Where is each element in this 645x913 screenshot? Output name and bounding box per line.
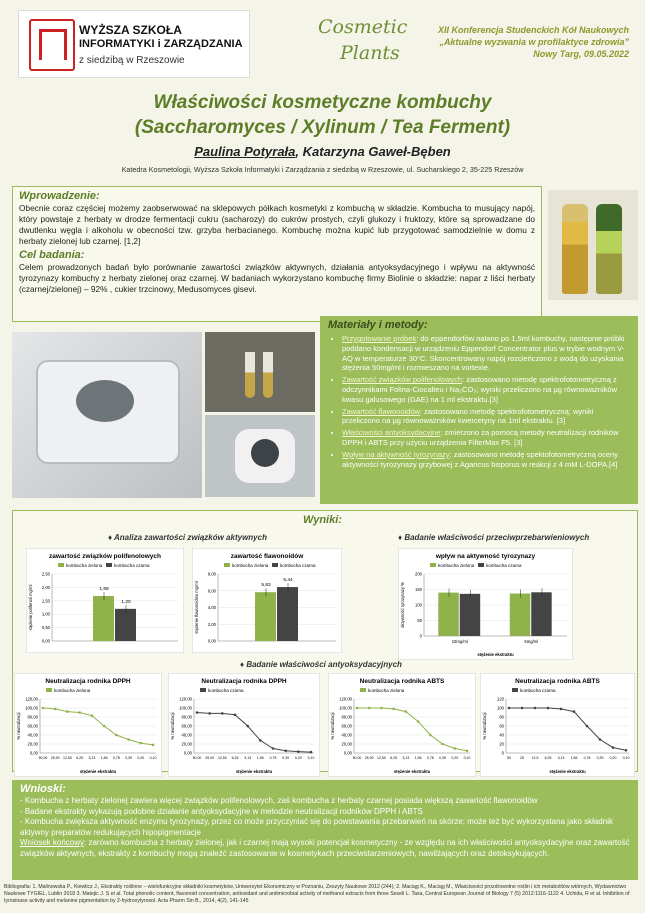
author-2: , Katarzyna Gaweł-Bęben bbox=[295, 144, 451, 159]
x-tick-label: 50,00 bbox=[352, 756, 362, 760]
conclusion-3: - Kombucha zwiększa aktywność enzymu tyrozynazy, przez co może przyczyniać się do powstawania przebarwień na skórze; może też być wykorzystana jako składnik aktywny preparatów redukujących hipopigmentacje bbox=[20, 817, 613, 837]
x-axis-label: stężenie ekstraktu bbox=[477, 652, 514, 657]
data-label: 6,44 bbox=[283, 578, 293, 584]
y-tick-label: 20 bbox=[499, 741, 504, 747]
conf-line3: Nowy Targ, 09.05.2022 bbox=[533, 49, 629, 59]
conf-line1: XII Konferencja Studenckich Kół Naukowych bbox=[437, 25, 629, 35]
data-point bbox=[196, 711, 199, 714]
x-tick-label: 3,13 bbox=[244, 756, 252, 760]
aim-heading: Cel badania: bbox=[19, 249, 85, 261]
sub1-text: Analiza zawartości związków aktywnych bbox=[114, 533, 267, 542]
x-tick-label: 1,56 bbox=[256, 756, 264, 760]
bar bbox=[255, 592, 276, 641]
method-item bbox=[342, 450, 630, 470]
y-tick-label: 120 bbox=[497, 696, 504, 702]
chart-dpph-black bbox=[168, 673, 320, 777]
conclusions-heading: Wnioski: bbox=[20, 783, 66, 795]
data-point bbox=[547, 707, 550, 710]
x-tick-label: 1,56 bbox=[570, 756, 578, 760]
sub-heading-active: ♦ Analiza zawartości związków aktywnych bbox=[108, 533, 267, 542]
x-tick-label: 0,10 bbox=[463, 756, 471, 760]
title-line2: (Saccharomyces / Xylinum / Tea Ferment) bbox=[134, 117, 511, 138]
intro-text: Obecnie coraz częściej możemy zaobserwować na sklepowych półkach kosmetyki z kombuchą w składzie. Kombucha to musujący napój, który powstaje z herbaty w drodze fermentacji cukru (sacharozy) do cukrów prostych, czyli glukozy i fruktozy, które są sprowadzane do dwutlenku węgla i alkoholu w obecności tzw. grzyba herbacianego. Kombuchę można kupić lub przygotować samodzielnie w domu z herbaty zielonej lub czarnej. [1,2] bbox=[19, 203, 535, 246]
sub-heading-tyrosinase: ♦ Badanie właściwości przeciwprzebarwieniowych bbox=[398, 533, 590, 542]
method-item bbox=[342, 407, 630, 427]
y-tick-label: 2,50 bbox=[41, 571, 50, 577]
data-point bbox=[208, 712, 211, 715]
legend-label: kombucha czarna bbox=[520, 688, 556, 693]
x-tick-label: 1,56 bbox=[100, 756, 108, 760]
x-tick-label: 0,20 bbox=[451, 756, 459, 760]
data-point bbox=[284, 749, 287, 752]
university-logo bbox=[18, 10, 250, 78]
x-tick-label: 25,00 bbox=[205, 756, 215, 760]
bar bbox=[93, 596, 114, 641]
x-axis-label: stężenie ekstraktu bbox=[393, 769, 431, 774]
y-tick-label: 1,50 bbox=[41, 598, 50, 604]
y-tick-label: 60 bbox=[499, 723, 504, 729]
x-tick-label: 0,10 bbox=[622, 756, 630, 760]
x-tick-label: 0,78 bbox=[583, 756, 591, 760]
cosmetic-plants-logo bbox=[318, 12, 408, 72]
y-tick-label: 60,00 bbox=[181, 723, 192, 729]
x-axis-label: stężenie ekstraktu bbox=[549, 769, 586, 774]
x-tick-label: 0,20 bbox=[294, 756, 302, 760]
x-axis-label: stężenie ekstraktu bbox=[79, 769, 117, 774]
chart-dpph-green bbox=[14, 673, 162, 777]
legend-swatch bbox=[46, 688, 52, 692]
y-tick-label: 100 bbox=[497, 705, 504, 711]
x-tick-label: 25 bbox=[520, 756, 524, 760]
chart-title: zawartość związków polifenolowych bbox=[49, 553, 161, 560]
affiliation: Katedra Kosmetologii, Wyższa Szkoła Informatyki i Zarządzania z siedzibą w Rzeszowie, ul. Sucharskiego 2, 35-225 Rzeszów bbox=[121, 165, 524, 174]
y-tick-label: 100,00 bbox=[179, 705, 192, 711]
y-tick-label: 80,00 bbox=[341, 714, 352, 720]
y-tick-label: 0,50 bbox=[41, 625, 50, 631]
y-tick-label: 80,00 bbox=[181, 714, 192, 720]
tube-icon bbox=[245, 352, 255, 398]
legend-swatch bbox=[224, 563, 230, 567]
y-tick-label: 4,00 bbox=[207, 605, 216, 610]
x-tick-label: 0,39 bbox=[125, 756, 132, 760]
x-tick-label: 0,78 bbox=[426, 756, 434, 760]
data-point bbox=[139, 742, 142, 745]
y-tick-label: 40 bbox=[499, 732, 504, 738]
chart-title: Neutralizacja rodnika ABTS bbox=[359, 678, 445, 685]
x-tick-label: 0,20 bbox=[137, 756, 145, 760]
y-axis-label: % neutralizacji bbox=[482, 712, 487, 740]
methods-heading: Materiały i metody: bbox=[328, 319, 428, 331]
bottle-icon bbox=[562, 204, 588, 294]
data-point bbox=[310, 751, 313, 754]
y-tick-label: 2,00 bbox=[41, 584, 50, 590]
bar bbox=[531, 592, 551, 636]
y-tick-label: 50 bbox=[417, 618, 422, 623]
x-tick-label: 0,10 bbox=[149, 756, 157, 760]
x-tick-label: 0,78 bbox=[112, 756, 120, 760]
data-point bbox=[297, 750, 300, 753]
conclusion-final bbox=[20, 838, 630, 859]
data-point bbox=[127, 738, 130, 741]
results-heading: Wyniki: bbox=[303, 514, 342, 526]
chart-title: Neutralizacja rodnika DPPH bbox=[45, 678, 131, 685]
data-point bbox=[599, 738, 602, 741]
method-text: : zmierzono za pomocą metody neutralizacji rodników DPPH i ABTS przy użyciu urządzenia FilterMax F5. [3] bbox=[342, 428, 619, 447]
conf-line2: „Aktualne wyzwania w profilaktyce zdrowia” bbox=[439, 37, 629, 47]
data-point bbox=[221, 712, 224, 715]
legend-label: kombucha zielona bbox=[438, 563, 475, 568]
y-axis-label: aktywność tyrozynazy % bbox=[400, 582, 405, 628]
method-label: Zawartość związków polifenolowych bbox=[342, 375, 463, 385]
x-tick-label: 0,39 bbox=[439, 756, 446, 760]
y-tick-label: 8,00 bbox=[207, 571, 216, 577]
method-text: : zastosowano metodę spektrofotometryczną; wyniki przeliczono na μg równoważników kwercetyny na 1ml ekstraktu. [3] bbox=[342, 406, 594, 426]
data-point bbox=[441, 743, 444, 746]
data-point bbox=[103, 725, 106, 728]
y-tick-label: 40,00 bbox=[181, 732, 192, 738]
bibliography: Bibliografia: 1. Malinowska P., Kiewlicz J., Ekstrakty roślinne – wielofunkcyjne składniki kosmetyków, Uniwersytet Ekonomiczny w Poznaniu, Zeszyty Naukowe 2012 (244); 2. Maciąg K., Maciąg M., Właściwości prozdrowotne roślin i ich metabolitów wtórnych, Wydawnictwo Naukowe TYGIEL, Lublin 2018 3. Matejic J. S et al. Total phenolic content, flavonoid concentration, antioxidant and antimicrobial activity of methanol extracts from three Seseli L. Taxa, Central European Journal of Biology 7 (5) 2012:1116-1122 4. Uchida, R et al. Inhibition of tyrosinase activity and melanine pigmentation by 2-hydroxytyrosol. Acta Pharm Sin B., 2014, 4(2), 141-145 bbox=[4, 884, 630, 904]
x-tick-label: 3,13 bbox=[88, 756, 96, 760]
x-tick-label: 12,50 bbox=[377, 756, 386, 760]
x-tick-label: 6,25 bbox=[544, 756, 552, 760]
x-tick-label: 50 bbox=[507, 756, 511, 760]
aim-text: Celem prowadzonych badań było porównanie zawartości związków aktywnych, działania antyoksydacyjnego i wpływu na aktywność tyrozynazy kombuchy z herbaty zielonej oraz czarnej. W badaniach wykorzystano kombuchę firmy Biolinie o składzie: napar z liści herbaty (czarnej/zielonej) – 92% , cukier trzcinowy, Medusomyces gisevi. bbox=[19, 262, 535, 294]
x-tick-label: 25,00 bbox=[50, 756, 60, 760]
legend-swatch bbox=[272, 563, 278, 567]
x-tick-label: 0,39 bbox=[596, 756, 604, 760]
poster-title bbox=[0, 90, 645, 140]
intro-section bbox=[12, 186, 542, 322]
y-tick-label: 0,00 bbox=[343, 750, 352, 756]
y-axis-label: % neutralizacji bbox=[170, 712, 175, 740]
y-tick-label: 0 bbox=[419, 633, 422, 639]
x-tick-label: 25,00 bbox=[364, 756, 374, 760]
data-point bbox=[508, 707, 511, 710]
tubes-photo bbox=[205, 332, 315, 412]
sub3-text: Badanie właściwości antyoksydacyjnych bbox=[246, 660, 402, 669]
data-point bbox=[356, 707, 359, 710]
data-point bbox=[91, 714, 94, 717]
legend-label: kombucha zielona bbox=[232, 563, 269, 568]
method-item bbox=[342, 428, 630, 448]
bottle-icon bbox=[596, 204, 622, 294]
y-tick-label: 100,00 bbox=[25, 705, 38, 711]
data-point bbox=[380, 707, 383, 710]
legend-swatch bbox=[360, 688, 366, 692]
y-tick-label: 0 bbox=[501, 750, 504, 756]
chart-polyphenols bbox=[26, 548, 184, 653]
concentrator-device-icon bbox=[36, 360, 180, 464]
final-text: : zarówno kombucha z herbaty zielonej, jak i czarnej mają wysoki potencjał kosmetyczny - ze względu na ich właściwości antyoksydacyjne oraz zawartość związków aktywnych, ekstrakty z kombuchy mogą znaleźć zastosowanie w kosmetykach przeciwstarzeniowych, nawilżających oraz detoksykujących. bbox=[20, 838, 630, 858]
logo-word-2: Plants bbox=[340, 42, 400, 64]
data-point bbox=[392, 708, 395, 711]
final-label: Wniosek końcowy bbox=[20, 838, 85, 847]
method-item bbox=[342, 334, 630, 373]
bar bbox=[460, 594, 480, 636]
y-tick-label: 150 bbox=[415, 587, 422, 592]
x-tick-label: 0,78 bbox=[269, 756, 277, 760]
legend-label: kombucha zielona bbox=[368, 688, 405, 693]
legend-label: kombucha czarna bbox=[486, 563, 522, 568]
x-tick-label: 6,25 bbox=[76, 756, 84, 760]
data-point bbox=[453, 747, 456, 750]
data-point bbox=[417, 720, 420, 723]
bar bbox=[510, 594, 530, 636]
uni-name-line3: z siedzibą w Rzeszowie bbox=[79, 55, 185, 66]
y-tick-label: 0,00 bbox=[41, 638, 50, 644]
data-point bbox=[259, 739, 262, 742]
chart-flavonoids bbox=[192, 548, 342, 653]
y-tick-label: 20,00 bbox=[341, 741, 352, 747]
y-axis-label: % neutralizacji bbox=[16, 712, 21, 740]
legend-label: kombucha czarna bbox=[280, 563, 316, 568]
data-label: 1,68 bbox=[99, 586, 109, 592]
y-tick-label: 20,00 bbox=[181, 741, 192, 747]
x-tick-label: 3,13 bbox=[402, 756, 410, 760]
data-point bbox=[405, 710, 408, 713]
data-label: 1,20 bbox=[121, 599, 131, 605]
chart-title: zawartość flawonoidów bbox=[230, 553, 304, 560]
legend-swatch bbox=[478, 563, 484, 567]
y-tick-label: 20,00 bbox=[27, 741, 38, 747]
method-text: : do eppendorfów nalano po 1,5ml kombuchy, następnie próbki poddano kondensacji w urządzeniu Eppendorf Concentrator plus w trybie wodnym V-AQ w temperaturze 30°C. Skoncentrowany napój rozcieńczono z wodą do uzyskania stężenia 50mg/ml i rozmieszano na vortexie. bbox=[342, 334, 625, 373]
y-tick-label: 40,00 bbox=[341, 732, 352, 738]
y-tick-label: 6,00 bbox=[207, 588, 216, 594]
legend-swatch bbox=[512, 688, 518, 692]
data-point bbox=[429, 734, 432, 737]
data-point bbox=[152, 744, 155, 747]
y-axis-label: stężenie polifenoli mg/ml bbox=[28, 584, 33, 631]
data-point bbox=[560, 708, 563, 711]
y-tick-label: 120,00 bbox=[25, 696, 38, 702]
conclusion-1: - Kombucha z herbaty zielonej zawiera więcej związków polifenolowych, zaś kombucha z herbaty czarnej posiada większą zawartość flawonoidów bbox=[20, 796, 538, 805]
data-point bbox=[368, 707, 371, 710]
data-point bbox=[66, 710, 69, 713]
x-tick-label: 12,50 bbox=[217, 756, 227, 760]
y-tick-label: 2,00 bbox=[207, 621, 216, 627]
x-tick-label: 6,25 bbox=[390, 756, 398, 760]
x-tick-label: 0,20 bbox=[609, 756, 617, 760]
legend-swatch bbox=[200, 688, 206, 692]
method-label: Wpływ na aktywność tyrozynazy bbox=[342, 449, 450, 459]
x-tick-label: 5mg/ml bbox=[524, 639, 539, 644]
methods-list bbox=[328, 334, 630, 469]
method-label: Zawartość flawonoidów bbox=[342, 406, 420, 416]
x-tick-label: 6,25 bbox=[231, 756, 239, 760]
y-tick-label: 120,00 bbox=[179, 696, 192, 702]
sub2-text: Badanie właściwości przeciwprzebarwieniowych bbox=[404, 533, 590, 542]
conference-info bbox=[389, 24, 629, 60]
logo-word-1: Cosmetic bbox=[318, 16, 408, 38]
bar bbox=[115, 609, 136, 641]
y-tick-label: 0,00 bbox=[207, 638, 216, 644]
x-tick-label: 3,13 bbox=[557, 756, 565, 760]
sub-heading-antioxidant: ♦ Badanie właściwości antyoksydacyjnych bbox=[240, 660, 402, 669]
chart-abts-black bbox=[480, 673, 635, 777]
author-1: Paulina Potyrała bbox=[194, 144, 296, 159]
y-tick-label: 40,00 bbox=[27, 732, 38, 738]
x-tick-label: 12,5 bbox=[531, 756, 539, 760]
data-point bbox=[272, 747, 275, 750]
x-tick-label: 0,39 bbox=[282, 756, 290, 760]
uni-name-line1: WYŻSZA SZKOŁA bbox=[79, 23, 182, 37]
bar bbox=[438, 593, 458, 636]
x-tick-label: 12,50 bbox=[63, 756, 72, 760]
legend-label: kombucha zielona bbox=[66, 563, 103, 568]
legend-label: kombucha czarna bbox=[114, 563, 150, 568]
x-tick-label: 50,00 bbox=[192, 756, 202, 760]
data-point bbox=[573, 710, 576, 713]
data-point bbox=[521, 707, 524, 710]
conclusions-section bbox=[12, 780, 638, 880]
legend-label: kombucha czarna bbox=[208, 688, 244, 693]
title-line1: Właściwości kosmetyczne kombuchy bbox=[153, 92, 492, 113]
vortex-device-icon bbox=[235, 429, 295, 483]
data-point bbox=[625, 749, 628, 752]
y-tick-label: 60,00 bbox=[27, 723, 38, 729]
data-point bbox=[586, 725, 589, 728]
chart-tyrosinase bbox=[398, 548, 573, 660]
chart-title: Neutralizacja rodnika DPPH bbox=[201, 678, 287, 685]
x-axis-label: stężenie ekstraktu bbox=[235, 769, 273, 774]
y-tick-label: 80,00 bbox=[27, 714, 38, 720]
bottles-photo bbox=[548, 190, 638, 300]
data-point bbox=[246, 725, 249, 728]
tube-icon bbox=[263, 352, 273, 398]
y-axis-label: stężenie flawonoidów mg/ml bbox=[194, 581, 199, 634]
y-tick-label: 100,00 bbox=[339, 705, 352, 711]
method-text: : zastosowano metodę spektofotometryczną oceny aktywności tyrozynazy grzybowej z Agaricus bisporus w reakcji z 4 mM L-DOPA.[4] bbox=[342, 449, 618, 469]
chart-title: Neutralizacja rodnika ABTS bbox=[515, 678, 600, 685]
method-item bbox=[342, 375, 630, 404]
x-tick-label: 1,56 bbox=[414, 756, 422, 760]
y-tick-label: 100 bbox=[415, 602, 422, 608]
data-point bbox=[534, 707, 537, 710]
method-label: Przygotowanie próbek bbox=[342, 334, 417, 343]
data-point bbox=[78, 711, 81, 714]
data-label: 5,83 bbox=[261, 583, 271, 589]
data-point bbox=[115, 734, 118, 737]
legend-swatch bbox=[58, 563, 64, 567]
y-tick-label: 0,00 bbox=[29, 750, 38, 756]
chart-title: wpływ na aktywność tyrozynazy bbox=[435, 553, 536, 560]
data-point bbox=[612, 746, 615, 749]
concentrator-photo bbox=[12, 332, 202, 498]
authors bbox=[0, 144, 645, 159]
x-tick-label: 10mg/ml bbox=[451, 639, 468, 644]
intro-heading: Wprowadzenie: bbox=[19, 190, 100, 202]
method-label: Właściwości antyoksydacyjne bbox=[342, 428, 441, 438]
crest-icon bbox=[29, 19, 75, 71]
method-text: : zastosowano metodę spektrofotometryczną z odczynnikami Folina-Ciocalteu i Na₂CO₃; wyniki przeliczono na μg równoważników kwasu galusowego (GAE) na 1 ml ekstraktu.[3] bbox=[342, 375, 617, 404]
vortex-photo bbox=[205, 415, 315, 497]
y-tick-label: 200 bbox=[415, 571, 422, 577]
y-tick-label: 0,00 bbox=[183, 750, 192, 756]
y-tick-label: 80 bbox=[499, 714, 504, 720]
legend-swatch bbox=[430, 563, 436, 567]
legend-swatch bbox=[106, 563, 112, 567]
data-point bbox=[466, 749, 469, 752]
x-tick-label: 0,10 bbox=[307, 756, 315, 760]
x-tick-label: 50,00 bbox=[38, 756, 48, 760]
y-tick-label: 1,00 bbox=[41, 611, 50, 617]
uni-name-line2: INFORMATYKI i ZARZĄDZANIA bbox=[79, 38, 243, 50]
data-point bbox=[54, 708, 57, 711]
data-point bbox=[42, 707, 45, 710]
chart-abts-green bbox=[328, 673, 476, 777]
conclusion-2: - Badane ekstrakty wykazują podobne działanie antyoksydacyjne w metodzie neutralizacji rodników DPPH i ABTS bbox=[20, 806, 423, 816]
y-tick-label: 60,00 bbox=[341, 723, 352, 729]
data-point bbox=[234, 713, 237, 716]
methods-section bbox=[320, 316, 638, 504]
legend-label: kombucha zielona bbox=[54, 688, 91, 693]
y-axis-label: % neutralizacji bbox=[330, 712, 335, 740]
y-tick-label: 120,00 bbox=[339, 696, 352, 702]
bar bbox=[277, 587, 298, 641]
